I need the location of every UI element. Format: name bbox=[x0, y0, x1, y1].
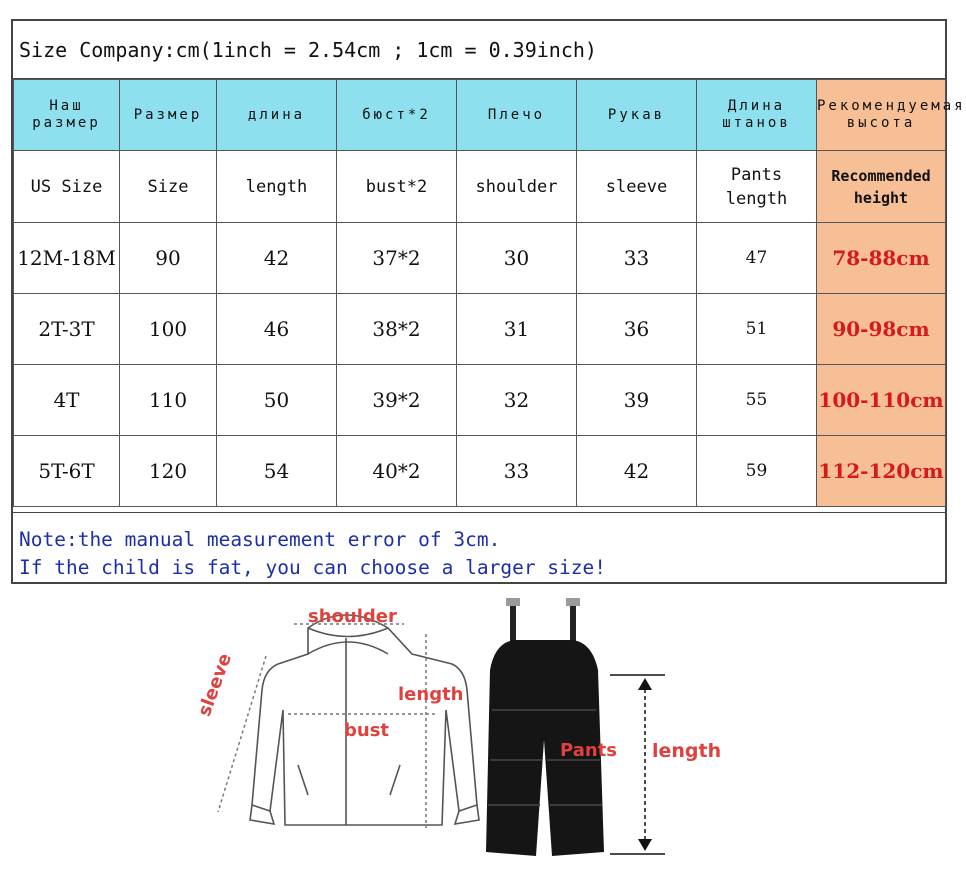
size-table bbox=[13, 79, 966, 507]
header-en-pants-length: Pants length bbox=[697, 151, 817, 223]
cell-pants-length: 47 bbox=[697, 223, 817, 294]
label-pants: Pants bbox=[560, 740, 617, 761]
chart-title: Size Company:cm(1inch = 2.54cm ; 1cm = 0.39inch) bbox=[13, 21, 945, 79]
header-ru-bust: бюст*2 bbox=[337, 80, 457, 151]
cell-recommended-height: 90-98cm bbox=[817, 294, 946, 365]
cell-size: 120 bbox=[120, 436, 217, 507]
pants-length-arrow bbox=[610, 675, 665, 854]
cell-size: 90 bbox=[120, 223, 217, 294]
cell-us-size: 5T-6T bbox=[14, 436, 120, 507]
measurement-note bbox=[13, 512, 945, 582]
header-row-russian bbox=[14, 80, 946, 151]
cell-recommended-height: 112-120cm bbox=[817, 436, 946, 507]
cell-bust: 37*2 bbox=[337, 223, 457, 294]
jacket-measure-lines bbox=[218, 624, 436, 828]
cell-sleeve: 36 bbox=[577, 294, 697, 365]
header-en-us-size: US Size bbox=[14, 151, 120, 223]
label-length: length bbox=[398, 684, 464, 705]
label-bust: bust bbox=[344, 720, 390, 741]
header-ru-pants-length: Длина штанов bbox=[697, 80, 817, 151]
cell-bust: 40*2 bbox=[337, 436, 457, 507]
header-en-length: length bbox=[217, 151, 337, 223]
label-pants-length: length bbox=[652, 740, 722, 762]
header-ru-size: Размер bbox=[120, 80, 217, 151]
label-sleeve: sleeve bbox=[194, 650, 237, 720]
table-row bbox=[14, 436, 946, 507]
cell-us-size: 2T-3T bbox=[14, 294, 120, 365]
cell-size: 100 bbox=[120, 294, 217, 365]
header-en-shoulder: shoulder bbox=[457, 151, 577, 223]
cell-shoulder: 32 bbox=[457, 365, 577, 436]
cell-length: 46 bbox=[217, 294, 337, 365]
cell-length: 50 bbox=[217, 365, 337, 436]
header-ru-sleeve: Рукав bbox=[577, 80, 697, 151]
header-row-english bbox=[14, 151, 946, 223]
cell-shoulder: 33 bbox=[457, 436, 577, 507]
table-row bbox=[14, 365, 946, 436]
header-ru-shoulder: Плечо bbox=[457, 80, 577, 151]
header-ru-recommended-height: Рекомендуемая высота bbox=[817, 80, 946, 151]
cell-recommended-height: 100-110cm bbox=[817, 365, 946, 436]
cell-bust: 39*2 bbox=[337, 365, 457, 436]
cell-pants-length: 51 bbox=[697, 294, 817, 365]
cell-recommended-height: 78-88cm bbox=[817, 223, 946, 294]
header-en-sleeve: sleeve bbox=[577, 151, 697, 223]
cell-size: 110 bbox=[120, 365, 217, 436]
header-ru-length: длина bbox=[217, 80, 337, 151]
cell-sleeve: 33 bbox=[577, 223, 697, 294]
cell-us-size: 12M-18M bbox=[14, 223, 120, 294]
table-row bbox=[14, 294, 946, 365]
pants-illustration bbox=[486, 598, 604, 856]
header-ru-our-size: Наш размер bbox=[14, 80, 120, 151]
cell-length: 54 bbox=[217, 436, 337, 507]
cell-pants-length: 55 bbox=[697, 365, 817, 436]
cell-sleeve: 42 bbox=[577, 436, 697, 507]
cell-us-size: 4T bbox=[14, 365, 120, 436]
cell-bust: 38*2 bbox=[337, 294, 457, 365]
table-row bbox=[14, 223, 946, 294]
header-en-size: Size bbox=[120, 151, 217, 223]
cell-sleeve: 39 bbox=[577, 365, 697, 436]
cell-shoulder: 30 bbox=[457, 223, 577, 294]
label-shoulder: shoulder bbox=[308, 606, 397, 627]
header-en-bust: bust*2 bbox=[337, 151, 457, 223]
garment-illustration bbox=[190, 590, 770, 865]
note-line-error: Note:the manual measurement error of 3cm. bbox=[19, 528, 501, 551]
cell-length: 42 bbox=[217, 223, 337, 294]
header-en-recommended-height: Recommended height bbox=[817, 151, 946, 223]
size-chart bbox=[11, 19, 966, 584]
measurement-diagram bbox=[190, 590, 770, 865]
cell-pants-length: 59 bbox=[697, 436, 817, 507]
note-line-larger-size: If the child is fat, you can choose a larger size! bbox=[19, 556, 606, 579]
cell-shoulder: 31 bbox=[457, 294, 577, 365]
